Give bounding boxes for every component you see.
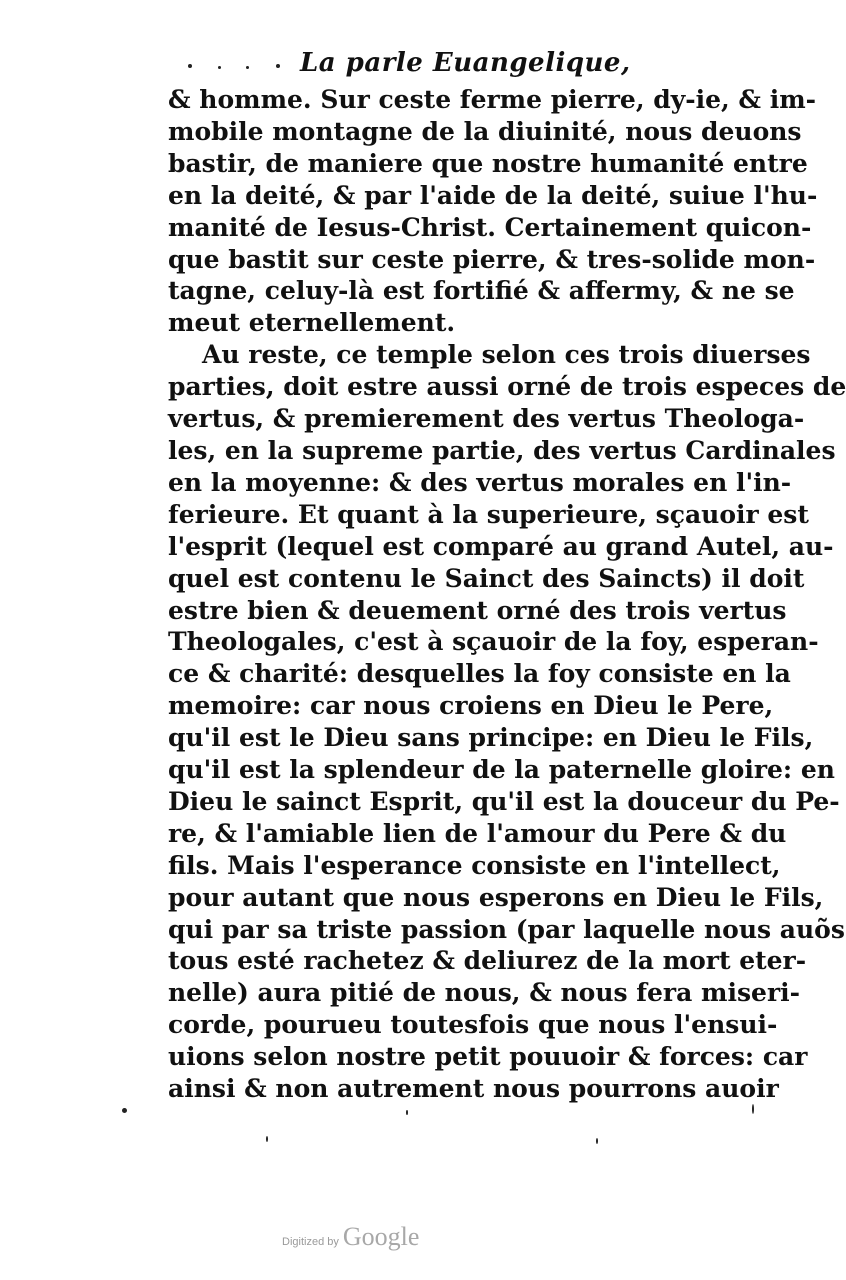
text-line: vertus, & premierement des vertus Theologa- <box>168 404 805 434</box>
text-line: parties, doit estre aussi orné de trois especes de <box>168 372 846 402</box>
body-text <box>168 84 846 1105</box>
paragraph-start-line: Au reste, ce temple selon ces trois diuerses <box>202 340 811 370</box>
text-line: & homme. Sur ceste ferme pierre, dy-ie, & im- <box>168 85 817 114</box>
scan-speck <box>218 66 221 69</box>
text-line: en la moyenne: & des vertus morales en l'in- <box>168 467 792 497</box>
text-line: pour autant que nous esperons en Dieu le Fils, <box>168 882 824 912</box>
text-line: que bastit sur ceste pierre, & tres-solide mon- <box>168 244 816 274</box>
running-head: La parle Euangelique, <box>300 48 631 78</box>
scan-speck <box>276 64 280 68</box>
scan-speck <box>752 1104 754 1114</box>
text-line: ferieure. Et quant à la superieure, sçauoir est <box>168 499 809 529</box>
text-line: fils. Mais l'esperance consiste en l'intellect, <box>168 850 781 880</box>
text-line: les, en la supreme partie, des vertus Cardinales <box>168 435 836 465</box>
scan-speck <box>406 1110 408 1115</box>
text-line: nelle) aura pitié de nous, & nous fera miseri- <box>168 978 800 1008</box>
scan-speck <box>246 66 249 69</box>
text-line: memoire: car nous croiens en Dieu le Pere, <box>168 691 774 721</box>
text-line: manité de Iesus-Christ. Certainement quicon- <box>168 212 812 242</box>
text-line: meut eternellement. <box>168 308 456 338</box>
text-line: corde, pourueu toutesfois que nous l'ensui- <box>168 1010 778 1040</box>
scan-speck <box>266 1136 268 1142</box>
scan-speck <box>122 1108 127 1113</box>
text-line: qu'il est le Dieu sans principe: en Dieu le Fils, <box>168 723 814 753</box>
digitization-watermark <box>282 1222 419 1252</box>
google-logo-text: Google <box>342 1222 420 1251</box>
text-line: estre bien & deuement orné des trois vertus <box>168 595 787 625</box>
text-line: Theologales, c'est à sçauoir de la foy, esperan- <box>168 627 819 657</box>
text-line: l'esprit (lequel est comparé au grand Autel, au- <box>168 531 834 561</box>
text-line: en la deité, & par l'aide de la deité, suiue l'hu- <box>168 180 818 210</box>
text-line: tagne, celuy-là est fortifié & affermy, & ne se <box>168 276 795 306</box>
scan-speck <box>188 64 192 68</box>
text-line: re, & l'amiable lien de l'amour du Pere & du <box>168 818 787 848</box>
text-line: qui par sa triste passion (par laquelle nous auõs <box>168 914 845 944</box>
text-line: bastir, de maniere que nostre humanité entre <box>168 148 808 178</box>
digitized-by-label: Digitized by <box>282 1236 339 1248</box>
text-line: mobile montagne de la diuinité, nous deuons <box>168 116 802 146</box>
text-line: tous esté rachetez & deliurez de la mort eter- <box>168 946 807 976</box>
scan-speck <box>596 1138 598 1144</box>
text-line: uions selon nostre petit pouuoir & forces: car <box>168 1042 808 1072</box>
text-line: ainsi & non autrement nous pourrons auoir <box>168 1074 779 1104</box>
text-line: quel est contenu le Sainct des Saincts) il doit <box>168 563 805 593</box>
text-line: qu'il est la splendeur de la paternelle gloire: en <box>168 755 835 785</box>
text-line: ce & charité: desquelles la foy consiste en la <box>168 659 791 689</box>
text-line: Dieu le sainct Esprit, qu'il est la douceur du Pe- <box>168 786 840 816</box>
